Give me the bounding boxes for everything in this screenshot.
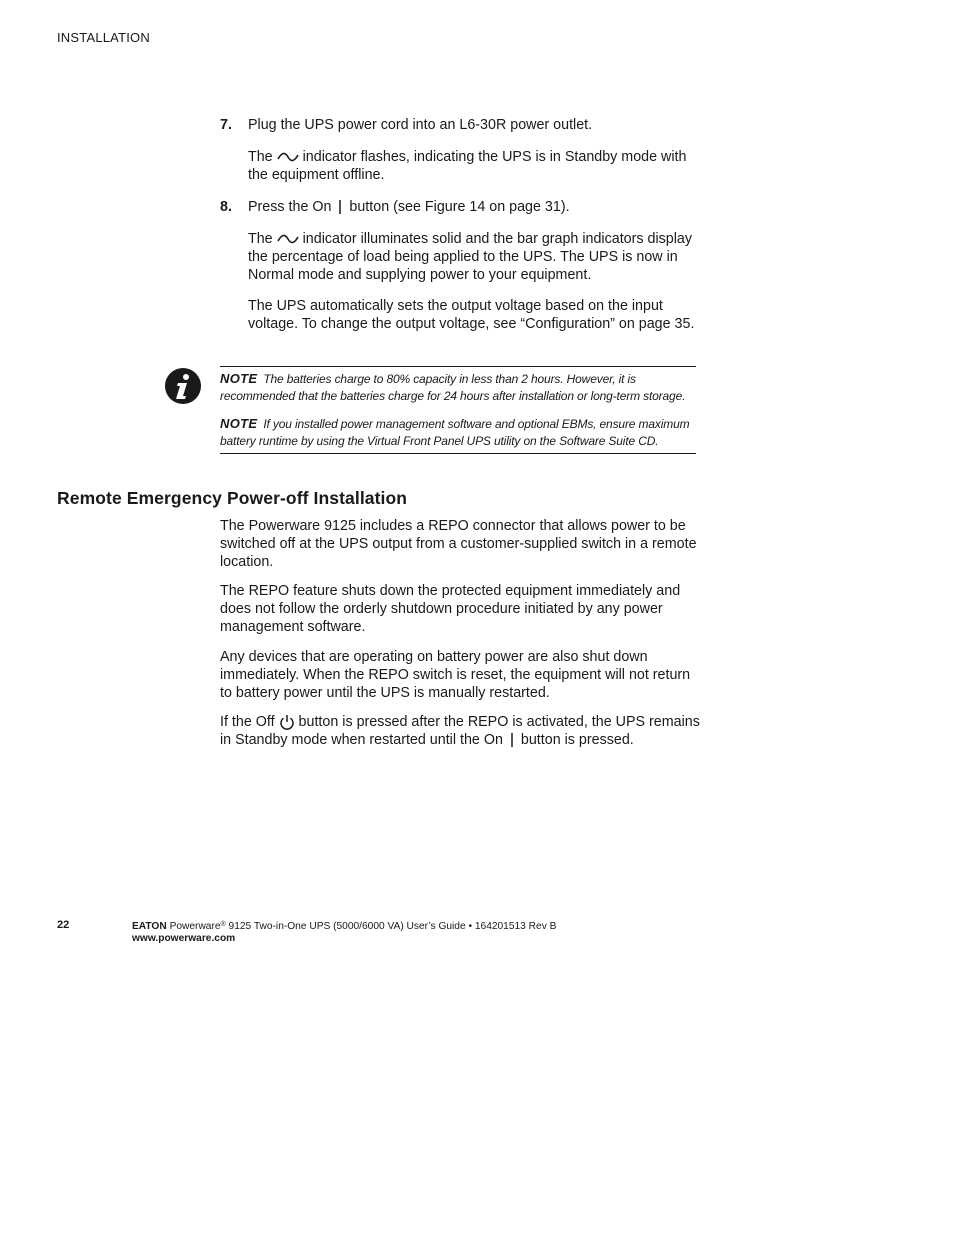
footer-brand: EATON bbox=[132, 921, 167, 932]
notes-box bbox=[220, 366, 696, 454]
section-paragraph-3: Any devices that are operating on battery power are also shut down immediately. When the REPO switch is reset, the equipment will not return to battery power until the UPS is manually restarted. bbox=[220, 649, 691, 701]
note-label: NOTE bbox=[220, 371, 258, 386]
step-7-followup: The indicator flashes, indicating the UPS is in Standby mode with the equipment offline. bbox=[248, 149, 687, 183]
note-text: If you installed power management software and optional EBMs, ensure maximum battery runtime by using the Virtual Front Panel UPS utility on the Software Suite CD. bbox=[220, 417, 690, 448]
step-text: Plug the UPS power cord into an L6-30R power outlet. bbox=[248, 117, 593, 133]
footer-product: Powerware bbox=[169, 921, 221, 932]
footer-website: www.powerware.com bbox=[132, 933, 236, 944]
sine-wave-icon bbox=[277, 234, 299, 244]
step-number: 7. bbox=[220, 117, 232, 133]
step-number: 8. bbox=[220, 199, 232, 215]
step-8-followup-2: The UPS automatically sets the output voltage based on the input voltage. To change the output voltage, see “Configuration” on page 35. bbox=[248, 298, 695, 332]
section-paragraph-4: If the Off button is pressed after the REPO is activated, the UPS remains in Standby mode when restarted until the On button is pressed. bbox=[220, 714, 700, 748]
on-bar-icon bbox=[335, 199, 345, 215]
footer-title: 9125 Two-in-One UPS (5000/6000 VA) User’s Guide • 164201513 Rev B bbox=[228, 921, 557, 932]
step-8-followup: The indicator illuminates solid and the bar graph indicators display the percentage of load being applied to the UPS. The UPS is now in Normal mode and supplying power to your equipment. bbox=[248, 231, 693, 283]
note-label: NOTE bbox=[220, 416, 258, 431]
registered-mark: ® bbox=[220, 921, 226, 928]
note-text: The batteries charge to 80% capacity in less than 2 hours. However, it is recommended that the batteries charge for 24 hours after installation or long-term storage. bbox=[220, 372, 686, 403]
section-paragraph-2: The REPO feature shuts down the protected equipment immediately and does not follow the orderly shutdown procedure initiated by any power management software. bbox=[220, 583, 681, 635]
info-icon bbox=[164, 367, 202, 405]
step-text: Press the On button (see Figure 14 on page 31). bbox=[248, 199, 570, 215]
section-heading: Remote Emergency Power-off Installation bbox=[57, 488, 408, 508]
footer-info bbox=[132, 919, 556, 945]
page-number: 22 bbox=[57, 919, 70, 931]
on-bar-icon bbox=[507, 732, 517, 748]
power-off-icon bbox=[279, 714, 295, 730]
sine-wave-icon bbox=[277, 152, 299, 162]
note-2 bbox=[220, 415, 696, 450]
note-1 bbox=[220, 370, 696, 405]
running-header: INSTALLATION bbox=[57, 30, 150, 45]
section-paragraph-1: The Powerware 9125 includes a REPO connector that allows power to be switched off at the UPS output from a customer-supplied switch in a remote location. bbox=[220, 518, 697, 570]
